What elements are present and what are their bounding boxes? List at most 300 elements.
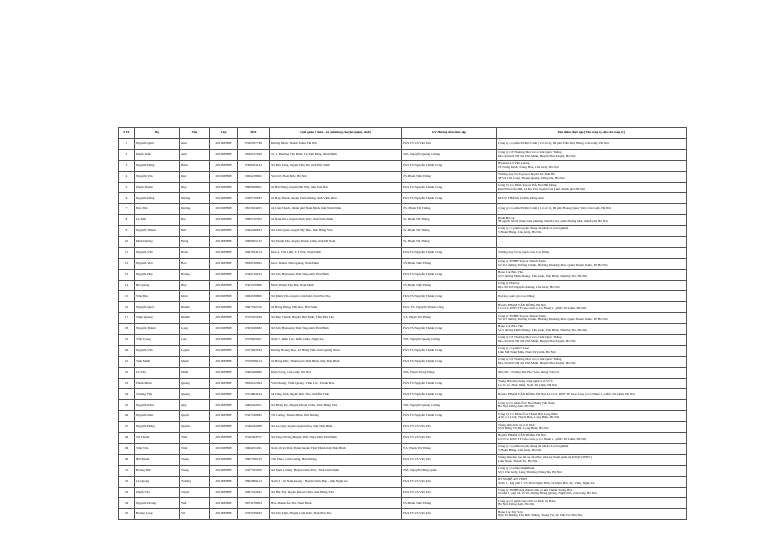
cell-gv-huong-dan: PGS.TS Nguyễn Thành Công xyxy=(402,247,497,258)
cell-ho: Nguyễn Đăng xyxy=(135,193,180,204)
cell-sdt: 0374864434 xyxy=(238,389,270,400)
cell-que-quan: xã Nam Hoa, huyện Nam Trực, tỉnh Nam Định xyxy=(270,215,402,226)
cell-lop: 2013DHNH xyxy=(210,487,238,498)
cell-stt: 12 xyxy=(119,258,135,269)
cell-sdt: 0327335956 xyxy=(238,465,270,476)
cell-que-quan: Xã Thanh Tân, huyện Thanh Liêm, tỉnh Hà Nam xyxy=(270,237,402,248)
table-row xyxy=(119,302,687,313)
cell-dia-diem: Trường dạy lái xe Quốc Gia Cao Đẳng xyxy=(497,247,687,258)
cell-stt: 8 xyxy=(119,215,135,226)
cell-gv-huong-dan: PGS.TS Nguyễn Thành Công xyxy=(402,291,497,302)
cell-dia-diem: Công Ty Cổ Phần Toyota HÀ Nội Hải Đồng Km2 Phố Cầu Hải, xã Đa Tốn, huyện Gia Lâm, thành phố Hà Nội xyxy=(497,182,687,193)
cell-dia-diem: Hana Car Tây Sơn Ngõ 79 Đường Tôn Đức Thắng, Trung Tự, Tp Việt Trì, Phú Thọ xyxy=(497,509,687,520)
cell-gv-huong-dan: TS.Phạm Tiến Thắng xyxy=(402,258,497,269)
cell-ho: Nguyễn Quốc xyxy=(135,139,180,150)
table-row xyxy=(119,247,687,258)
cell-ho: Hoàng Đức xyxy=(135,465,180,476)
cell-stt: 31 xyxy=(119,465,135,476)
cell-que-quan: Xã Nam Cường, Huyện Nam Trực, Tỉnh Nam Định xyxy=(270,465,402,476)
cell-lop: 2013DHNH xyxy=(210,400,238,411)
table-row xyxy=(119,193,687,204)
table-row xyxy=(119,367,687,378)
cell-que-quan: Giao Thành, Nhà Quang, Nam Định xyxy=(270,258,402,269)
cell-que-quan: Tứ Cường, Thanh Miện, Hải Dương xyxy=(270,411,402,422)
cell-stt: 30 xyxy=(119,454,135,465)
cell-dia-diem: KT NGHỆ AN VINH Xóm 1 - Mỹ phố 1 VS Tỉnh Nghệ Tĩnh, xã Nghi Phú, Tp. Vinh, Nghệ An xyxy=(497,476,687,487)
cell-que-quan: Yên Sở, Hoài Đức, Hà Nội xyxy=(270,171,402,182)
cell-dia-diem: Trường dạy lái Toyota-Chuyên Xe Thái Hà 38 Vũ Tôn Long, Thanh Quang, Đống Đa, Hà Nội xyxy=(497,171,687,182)
cell-dia-diem: Công ty cổ phần EURO CAR ( Cơ sở 1), 69 phố Hoàng Quốc Việt, Cầu Giấy, Hà Nội xyxy=(497,204,687,215)
cell-stt: 27 xyxy=(119,422,135,433)
cell-ten: Đức xyxy=(180,226,210,237)
table-row xyxy=(119,258,687,269)
table-row xyxy=(119,160,687,171)
table-row xyxy=(119,378,687,389)
cell-sdt: 0869658091 xyxy=(238,182,270,193)
cell-sdt: 0347528692 xyxy=(238,411,270,422)
cell-ten: Tình xyxy=(180,443,210,454)
cell-que-quan: Xóm 19 xã Thái Thịnh huyện Thái Thịnh tỉnh Thái Bình xyxy=(270,443,402,454)
cell-stt: 26 xyxy=(119,411,135,422)
cell-ho: Nguyễn Huy xyxy=(135,269,180,280)
cell-ho: Bế Quang xyxy=(135,280,180,291)
cell-gv-huong-dan: ThS. Nguyễn Quang Cường xyxy=(402,400,497,411)
cell-lop: 2013DHNH xyxy=(210,509,238,520)
cell-que-quan: Xã An Quý, huyện Quỳnh Phụ, tỉnh Thái Bình xyxy=(270,422,402,433)
cell-que-quan: Xã Sơn Tịnh, Huyện Cẩm Khê, Tỉnh Phú Thọ xyxy=(270,509,402,520)
header-ten: Tên xyxy=(180,128,210,139)
cell-ten: Long xyxy=(180,324,210,335)
cell-que-quan: Đình Thành Yên Bảo Nam Định xyxy=(270,280,402,291)
cell-stt: 13 xyxy=(119,269,135,280)
cell-ten: Lưu xyxy=(180,335,210,346)
cell-stt: 6 xyxy=(119,193,135,204)
cell-stt: 2 xyxy=(119,149,135,160)
cell-stt: 10 xyxy=(119,237,135,248)
cell-ho: Lê Tiến xyxy=(135,215,180,226)
header-lop: Lớp xyxy=(210,128,238,139)
cell-que-quan: xã Hải Đồng, huyện Hải Yên, tỉnh Yên Bái xyxy=(270,182,402,193)
cell-ho: Nguyễn Hưng xyxy=(135,422,180,433)
cell-lop: 2013DHNH xyxy=(210,324,238,335)
cell-ten: Khôi xyxy=(180,291,210,302)
header-stt: STT xyxy=(119,128,135,139)
cell-que-quan: Đường Hoàng Đạo, xã Hồng Tiến, tỉnh Quảng Ninh xyxy=(270,345,402,356)
cell-lop: 2013DHNH xyxy=(210,367,238,378)
cell-ten: Hoàn xyxy=(180,247,210,258)
cell-ten: Quý xyxy=(180,400,210,411)
cell-sdt: 0964218902 xyxy=(238,171,270,182)
cell-stt: 11 xyxy=(119,247,135,258)
cell-sdt: 0862909414 xyxy=(238,476,270,487)
cell-que-quan: Khu 2, Văn Lâm, T.T Yên, Nam Định xyxy=(270,247,402,258)
cell-que-quan: Xóm 3 - xã Nam Giang - Huyện Nam Đàn - tỉnh Nghệ An xyxy=(270,476,402,487)
table-row xyxy=(119,498,687,509)
table-row xyxy=(119,509,687,520)
cell-que-quan: Văn Hoàng, Vĩnh Quang, Vĩnh Lộc, Thanh Hóa xyxy=(270,378,402,389)
cell-ten: Anh xyxy=(180,149,210,160)
cell-que-quan: Xã Phù Lãng, huyện Tiên Du, tỉnh Bắc Ninh xyxy=(270,160,402,171)
cell-ten: Quyết xyxy=(180,411,210,422)
cell-lop: 2013DHNH xyxy=(210,335,238,346)
cell-sdt: 0326304757 xyxy=(238,433,270,444)
cell-dia-diem: Hana Car Bảo Vận Số 5 đường Đinh Phúng, Yên Giáp, Yên Bình, Thường Tín, Hà Nội xyxy=(497,324,687,335)
cell-que-quan: Xã Đào Thanh, Huyện Phú Ninh, Tỉnh Phú Thọ xyxy=(270,313,402,324)
cell-ten: Khiêm xyxy=(180,313,210,324)
table-row xyxy=(119,476,687,487)
cell-que-quan: Xã Lâm Quan, huyện Mỹ Hào, tỉnh Hưng Yên xyxy=(270,226,402,237)
cell-que-quan: Tổ 1, Phường Tân Bình, Tp.Tam Điệp, Ninh Bình xyxy=(270,149,402,160)
cell-stt: 1 xyxy=(119,139,135,150)
cell-dia-diem: ĐLUC THĂNG LONG Đông Anh xyxy=(497,193,687,204)
cell-stt: 35 xyxy=(119,509,135,520)
cell-ho: Nguyễn Văn xyxy=(135,345,180,356)
cell-stt: 25 xyxy=(119,400,135,411)
cell-ten: Bách xyxy=(180,160,210,171)
cell-ho: Triệu Quang xyxy=(135,313,180,324)
table-row xyxy=(119,149,687,160)
cell-dia-diem: Công ty TNHH Toyota Thanh Xuân Số 315 đường Trường Chinh, Phường Khương Mai, Quận Thanh Xuân, TP Hà Nội xyxy=(497,258,687,269)
cell-stt: 24 xyxy=(119,389,135,400)
cell-stt: 15 xyxy=(119,291,135,302)
header-que-quan: Quê quán ( thôn , xã /phường), huyện/quận), tỉnh) xyxy=(270,128,402,139)
cell-que-quan: Hoà Thành,Ân Thi, Nam Định xyxy=(270,498,402,509)
cell-lop: 2013DHNH xyxy=(210,302,238,313)
cell-sdt: 0838516665 xyxy=(238,258,270,269)
table-row xyxy=(119,400,687,411)
cell-ho: Trần Trọng xyxy=(135,335,180,346)
cell-dia-diem: Công ty CP Thương Mại và Cơ khí Quốc Thắng Địa chỉ mới: Hà nội Phố Minh, Huyện Phú Xuyên, Hà Nội xyxy=(497,149,687,160)
cell-lop: 2013DHNH xyxy=(210,443,238,454)
cell-ten: Hòa xyxy=(180,258,210,269)
cell-dia-diem: Công ty TNHH một thành viên cơ khí Thành Trung Hoá Số nhà 1, ngõ 16, số 29, đường Hồng Quang, Nghĩa Đô, Cầu Giấy, Hà Nội xyxy=(497,487,687,498)
cell-ten: Việt xyxy=(180,498,210,509)
cell-gv-huong-dan: PGS. TS. Nguyễn Thành Công xyxy=(402,302,497,313)
cell-stt: 3 xyxy=(119,160,135,171)
cell-stt: 4 xyxy=(119,171,135,182)
cell-stt: 29 xyxy=(119,443,135,454)
cell-ho: Phạm Minh xyxy=(135,378,180,389)
cell-ho: Lê Văn xyxy=(135,367,180,378)
cell-lop: 2013DHNH xyxy=(210,280,238,291)
cell-lop: 2013DHNH xyxy=(210,465,238,476)
cell-gv-huong-dan: ThS. Nguyễn Quang Cường xyxy=(402,149,497,160)
cell-dia-diem: Nhà 6D - Trường Đại Học Giao thông Vận tải xyxy=(497,367,687,378)
cell-ten: Duy xyxy=(180,171,210,182)
cell-stt: 33 xyxy=(119,487,135,498)
table-header-row xyxy=(119,128,687,139)
cell-dia-diem: Trung tâm đào tạo lái xe của Học viện kỹ thuật quân sự KTQS (SHTC) Liên Ninh, Thanh Trì, Hà Nội xyxy=(497,454,687,465)
cell-lop: 2013DHNH xyxy=(210,411,238,422)
cell-gv-huong-dan: PGS.TS Nguyễn Thành Công xyxy=(402,411,497,422)
cell-dia-diem: Hana Car Bảo Vận Số 5 đường Đinh Phúng, Yên Giáp, Yên Bình, Thường Tín, Hà Nội xyxy=(497,269,687,280)
cell-lop: 2013DHNH xyxy=(210,258,238,269)
cell-gv-huong-dan: PGS.TS Nguyễn Thành Công xyxy=(402,345,497,356)
cell-dia-diem: Công ty Honavy Địa chỉ 323 Nguyễn Khang, Cầu Giấy, Hà Nội xyxy=(497,280,687,291)
cell-lop: 2013DHNH xyxy=(210,498,238,509)
cell-sdt: 0398434144 xyxy=(238,160,270,171)
cell-ten: Dương xyxy=(180,204,210,215)
cell-lop: 2013DHNH xyxy=(210,226,238,237)
cell-que-quan: Xã Thụy Phong,Huyện Thái Thụy,Tỉnh Thái Bình xyxy=(270,433,402,444)
cell-ten: Trung xyxy=(180,454,210,465)
cell-sdt: 0964251291 xyxy=(238,443,270,454)
cell-gv-huong-dan: ThS. Nguyễn Quang Cường xyxy=(402,335,497,346)
cell-stt: 18 xyxy=(119,324,135,335)
cell-que-quan: Tân Phúc, Cẩm Giàng, Hải Dương xyxy=(270,454,402,465)
cell-gv-huong-dan: PGS.TS Nguyễn Thành Công xyxy=(402,324,497,335)
cell-ho: Nguyễn Việt xyxy=(135,258,180,269)
cell-gv-huong-dan: TS.Phạm Tiến Thắng xyxy=(402,280,497,291)
cell-ho: Nguyễn Đăng xyxy=(135,160,180,171)
table-row xyxy=(119,487,687,498)
cell-ho: Phạm Thanh xyxy=(135,182,180,193)
cell-dia-diem: Honda PHẠM VĂN ĐỒNG Hà Nội Lô CC2, KĐT TP Giao Lưu, p.Cổ Nhuế 1, q.Bắc Từ Liêm, Hà Nội xyxy=(497,433,687,444)
cell-sdt: 0967542316 xyxy=(238,302,270,313)
cell-sdt: 0379938214 xyxy=(238,356,270,367)
cell-gv-huong-dan: PGS.TS Nguyễn Thành Công xyxy=(402,356,497,367)
cell-stt: 16 xyxy=(119,302,135,313)
cell-ho: Nguyễn Quốc xyxy=(135,302,180,313)
cell-ten: Mạnh xyxy=(180,356,210,367)
cell-gv-huong-dan: T.S. Phạm Tất Thắng xyxy=(402,443,497,454)
cell-ten: Khánh xyxy=(180,302,210,313)
cell-que-quan: xã Hồng Đức, Thành phố Thái Bình, tỉnh Thái Bình xyxy=(270,356,402,367)
cell-dia-diem: Trung tâm ứng dụng công nghệ ô tô VCS Lô J1-12, Phúc Diễn, Nam Từ Liêm, Hà Nội xyxy=(497,378,687,389)
cell-gv-huong-dan: PGS.TS Nguyễn Thành Công xyxy=(402,269,497,280)
table-row xyxy=(119,269,687,280)
cell-que-quan: xã Tùng Ảnh, huyện Đức Thọ, tỉnh Hà Tĩnh xyxy=(270,389,402,400)
table-row xyxy=(119,324,687,335)
table-row xyxy=(119,215,687,226)
cell-que-quan: Kiến Vọng, Cầu Giấy, Hà Nội xyxy=(270,367,402,378)
cell-sdt: 0873278003 xyxy=(238,498,270,509)
cell-ten: Vũ xyxy=(180,509,210,520)
cell-que-quan: Xã Minh Tân, huyện Cẩm Khê, tỉnh Phú Thọ xyxy=(270,291,402,302)
header-dia-diem: Địa điểm thực tập [Tên công ty, địa chỉ công ty] xyxy=(497,128,687,139)
cell-ten: Quang xyxy=(180,389,210,400)
cell-gv-huong-dan: PGS.TS Nguyễn Thành Công xyxy=(402,160,497,171)
cell-lop: 2013DHNH xyxy=(210,149,238,160)
cell-dia-diem: Công ty TNHH Toyota Thanh Xuân Số 315 đường Trường Chinh, Phường Khương Mai, Quận Thanh Xuân, TP Hà Nội xyxy=(497,313,687,324)
cell-sdt: 0393106082 xyxy=(238,324,270,335)
cell-lop: 2013DHNH xyxy=(210,291,238,302)
cell-gv-huong-dan: Ts. Phạm Tất Thắng xyxy=(402,215,497,226)
cell-stt: 17 xyxy=(119,313,135,324)
cell-que-quan: xã Cẩm Thạch, thành phố Nam Định, tỉnh Nam Định xyxy=(270,204,402,215)
cell-lop: 2013DHNH xyxy=(210,215,238,226)
header-sdt: SĐT xyxy=(238,128,270,139)
cell-ten: Trường xyxy=(180,476,210,487)
cell-ho: Phạm Tuấn xyxy=(135,149,180,160)
cell-ho: Đào Thế xyxy=(135,204,180,215)
cell-sdt: 0967528159 xyxy=(238,454,270,465)
cell-dia-diem: Công ty CP Thương Mại và Cơ khí Quốc Thắng Địa chỉ mới: Hà nội Phố Minh, Huyện Phú Xuyên, Hà Nội xyxy=(497,356,687,367)
cell-lop: 2013DHNH xyxy=(210,171,238,182)
cell-gv-huong-dan: PGS.TS Nguyễn Thành Công xyxy=(402,193,497,204)
cell-lop: 2013DHNH xyxy=(210,247,238,258)
cell-stt: 20 xyxy=(119,345,135,356)
cell-que-quan: Xã Hải Tây, huyện Khoái Châu, tỉnh Hưng Yên xyxy=(270,487,402,498)
cell-stt: 19 xyxy=(119,335,135,346)
cell-gv-huong-dan: ThS. Phạm Trung Dũng xyxy=(402,367,497,378)
cell-sdt: 0379325636 xyxy=(238,313,270,324)
cell-ten: Luyện xyxy=(180,345,210,356)
cell-ten: Huy xyxy=(180,280,210,291)
cell-gv-huong-dan: PGS.TS Vũ Văn Tấn xyxy=(402,454,497,465)
cell-dia-diem: Công ty cổ phần DinhHanh Số 5 Cầu Giấy, Láng Thượng, Đống Đa, Hà Nội xyxy=(497,465,687,476)
cell-gv-huong-dan: PGS.TS Vũ Văn Tấn xyxy=(402,422,497,433)
table-row xyxy=(119,171,687,182)
cell-ho: Trần Bảo xyxy=(135,291,180,302)
cell-stt: 5 xyxy=(119,182,135,193)
cell-ten: Hoàng xyxy=(180,269,210,280)
cell-lop: 2013DHNH xyxy=(210,356,238,367)
cell-sdt: 0986742303 xyxy=(238,215,270,226)
cell-lop: 2013DHNH xyxy=(210,204,238,215)
cell-ho: Bùi Mạnh xyxy=(135,454,180,465)
cell-sdt: 0364346854 xyxy=(238,226,270,237)
cell-dia-diem: Công ty cổ phần CLuso Liền Mễ Tùng Mậu, Nam Từ Liêm, Hà Nội xyxy=(497,345,687,356)
cell-lop: 2013DHNH xyxy=(210,378,238,389)
table-row xyxy=(119,389,687,400)
cell-ho: Phạm Văn xyxy=(135,487,180,498)
cell-ho: Nguyễn Như xyxy=(135,411,180,422)
cell-ho: Trần Văn xyxy=(135,443,180,454)
cell-lop: 2013DHNH xyxy=(210,269,238,280)
cell-lop: 2013DHNH xyxy=(210,345,238,356)
cell-ho: Nguyễn Hoàng xyxy=(135,498,180,509)
table-row xyxy=(119,291,687,302)
cell-dia-diem: Đại học quốc gia Cao Đẳng xyxy=(497,291,687,302)
cell-dia-diem: Honda PHẠM VĂN ĐỒNG Hà Nội,Lô CC2, KĐT TP Giao Lưu, p.Cổ Nhuế 1, q.Bắc Từ Liêm, Hà Nội xyxy=(497,389,687,400)
cell-dia-diem: Trung tâm dịch vụ ô tô PAC Số 8 Đặng Vũ Hỷ, Long Biên, Hà Nội xyxy=(497,422,687,433)
table-row xyxy=(119,139,687,150)
cell-gv-huong-dan: T.S. Phạm Tất Thắng xyxy=(402,313,497,324)
cell-stt: 32 xyxy=(119,476,135,487)
cell-que-quan: xã Hồng Hưng, Hải Dục, Hải Ninh xyxy=(270,302,402,313)
cell-gv-huong-dan: Ts. Phạm Tất Thắng xyxy=(402,226,497,237)
table-row xyxy=(119,356,687,367)
cell-sdt: 0363376896 xyxy=(238,280,270,291)
table-row xyxy=(119,182,687,193)
cell-stt: 9 xyxy=(119,226,135,237)
cell-stt: 28 xyxy=(119,433,135,444)
cell-sdt: 0967412641 xyxy=(238,487,270,498)
cell-dia-diem: Honda PHẠM VĂN ĐỒNG Hà Nội Lô CC2, KĐT TP Giao Lưu, p.Cổ Nhuế 1, q.Bắc Từ Liêm, Hà Nội xyxy=(497,302,687,313)
internship-table-sheet xyxy=(118,127,686,520)
cell-dia-diem: Công ty cổ phần truyền thông đa kênh và trải nghiệm 3 Phạm Hùng, Cầu Giấy, Hà Nội xyxy=(497,226,687,237)
cell-que-quan: Đường Định, Thanh Xuân, Hà Nội xyxy=(270,139,402,150)
cell-stt: 34 xyxy=(119,498,135,509)
cell-gv-huong-dan: PGS.TS Vũ Văn Tấn xyxy=(402,487,497,498)
cell-sdt: 0349718433 xyxy=(238,269,270,280)
cell-gv-huong-dan: ThS. Nguyễn Hồng Quân xyxy=(402,465,497,476)
cell-ten: Anh xyxy=(180,139,210,150)
cell-ten: Đông xyxy=(180,237,210,248)
cell-lop: 2013DHNH xyxy=(210,422,238,433)
cell-ho: Lê Quang xyxy=(135,476,180,487)
cell-stt: 7 xyxy=(119,204,135,215)
cell-ten: Dương xyxy=(180,193,210,204)
cell-que-quan: Xã Sơn Hà,huyện Thái Thụy,tỉnh Thái Bình xyxy=(270,324,402,335)
cell-stt: 21 xyxy=(119,356,135,367)
cell-ho: Nguyễn Khắc xyxy=(135,400,180,411)
cell-sdt: 0967654214 xyxy=(238,247,270,258)
cell-gv-huong-dan: TS. Phạm Tất Thắng xyxy=(402,204,497,215)
cell-dia-diem: Công ty Cổ phần Ô tô Đại Hưng Việt Nam Hà Nội, Đông Anh, Hà Nội xyxy=(497,400,687,411)
cell-ho: Nguyễn Văn xyxy=(135,171,180,182)
cell-ten: Quỳnh xyxy=(180,422,210,433)
cell-dia-diem: Công ty Cổ phần Giao lưu và Dịch vụ HAC Hà Nội, Đông Anh, Hà Nội xyxy=(497,498,687,509)
cell-que-quan: xã Hợp Thịnh, huyện Tam Dương, tỉnh Vĩnh Phúc xyxy=(270,193,402,204)
cell-ten: Duy xyxy=(180,182,210,193)
cell-ho: Hoàng Long xyxy=(135,509,180,520)
cell-gv-huong-dan: TS.Phạm Tiến Thắng xyxy=(402,498,497,509)
cell-gv-huong-dan: PGS.TS Nguyễn Thành Công xyxy=(402,389,497,400)
cell-gv-huong-dan: PGS.TS Vũ Văn Tấn xyxy=(402,509,497,520)
cell-lop: 2013DHNH xyxy=(210,433,238,444)
table-row xyxy=(119,422,687,433)
table-row xyxy=(119,237,687,248)
table-row xyxy=(119,280,687,291)
cell-ho: Vũ Thành xyxy=(135,433,180,444)
cell-dia-diem: Công ty cổ phần EURO CAR ( Cơ sở 2), 69 phố Trần Duy Hưng, Cầu Giấy, Hà Nội xyxy=(497,139,687,150)
cell-dia-diem: Công Ty Cổ Phần Ô tô Thành Hải Long Biên 4/10, Cổ Linh, Thạch Bàn, Long Biên, Hà Nội xyxy=(497,411,687,422)
cell-lop: 2013DHNH xyxy=(210,193,238,204)
cell-gv-huong-dan: Ts. Phạm Tất Thắng xyxy=(402,237,497,248)
cell-ho: Đinh Dương xyxy=(135,237,180,248)
table-row xyxy=(119,443,687,454)
cell-ten: Thái xyxy=(180,433,210,444)
table-row xyxy=(119,454,687,465)
cell-ho: Nguyễn Thành xyxy=(135,226,180,237)
table-row xyxy=(119,433,687,444)
cell-sdt: 0346245998 xyxy=(238,422,270,433)
cell-sdt: 0378622461 xyxy=(238,335,270,346)
table-row xyxy=(119,411,687,422)
cell-ten: Đạt xyxy=(180,215,210,226)
cell-sdt: 0765539043 xyxy=(238,509,270,520)
cell-gv-huong-dan: TS.Phạm Tiến Thắng xyxy=(402,171,497,182)
cell-gv-huong-dan: PGS.TS Vũ Văn Tấn xyxy=(402,139,497,150)
internship-table xyxy=(118,127,687,520)
cell-lop: 2013DHNH xyxy=(210,389,238,400)
cell-que-quan: Xóm 7, Diễn Lộc, Diễn Châu, Nghệ An xyxy=(270,335,402,346)
cell-sdt: 0326716583 xyxy=(238,193,270,204)
cell-ten: Quang xyxy=(180,378,210,389)
cell-sdt: 0969432051 xyxy=(238,400,270,411)
cell-sdt: 0964538809 xyxy=(238,291,270,302)
cell-lop: 2013DHNH xyxy=(210,237,238,248)
table-row xyxy=(119,465,687,476)
cell-dia-diem: Công ty cổ phần truyền thông đa kênh và trải nghiệm 3 Phạm Hùng, Cầu Giấy, Hà Nội xyxy=(497,443,687,454)
cell-lop: 2013DHNH xyxy=(210,476,238,487)
cell-dia-diem: Công ty CP Thương Mại và Cơ khí Quốc Thắng Địa chỉ mới: Hà nội Phố Minh, Huyện Phú Xuyên, Hà Nội xyxy=(497,335,687,346)
cell-gv-huong-dan: PGS.TS Nguyễn Thành Công xyxy=(402,182,497,193)
table-row xyxy=(119,313,687,324)
cell-sdt: 0836217640 xyxy=(238,149,270,160)
cell-stt: 14 xyxy=(119,280,135,291)
cell-ten: Tuyên xyxy=(180,487,210,498)
table-row xyxy=(119,345,687,356)
cell-stt: 23 xyxy=(119,378,135,389)
cell-lop: 2013DHNH xyxy=(210,313,238,324)
cell-lop: 2013DHNH xyxy=(210,182,238,193)
cell-ho: Nguyễn Văn xyxy=(135,247,180,258)
cell-ho: Trương Văn xyxy=(135,389,180,400)
cell-que-quan: Xã Sơn Hà,huyện Thái Thụy,tỉnh Thái Bình xyxy=(270,269,402,280)
